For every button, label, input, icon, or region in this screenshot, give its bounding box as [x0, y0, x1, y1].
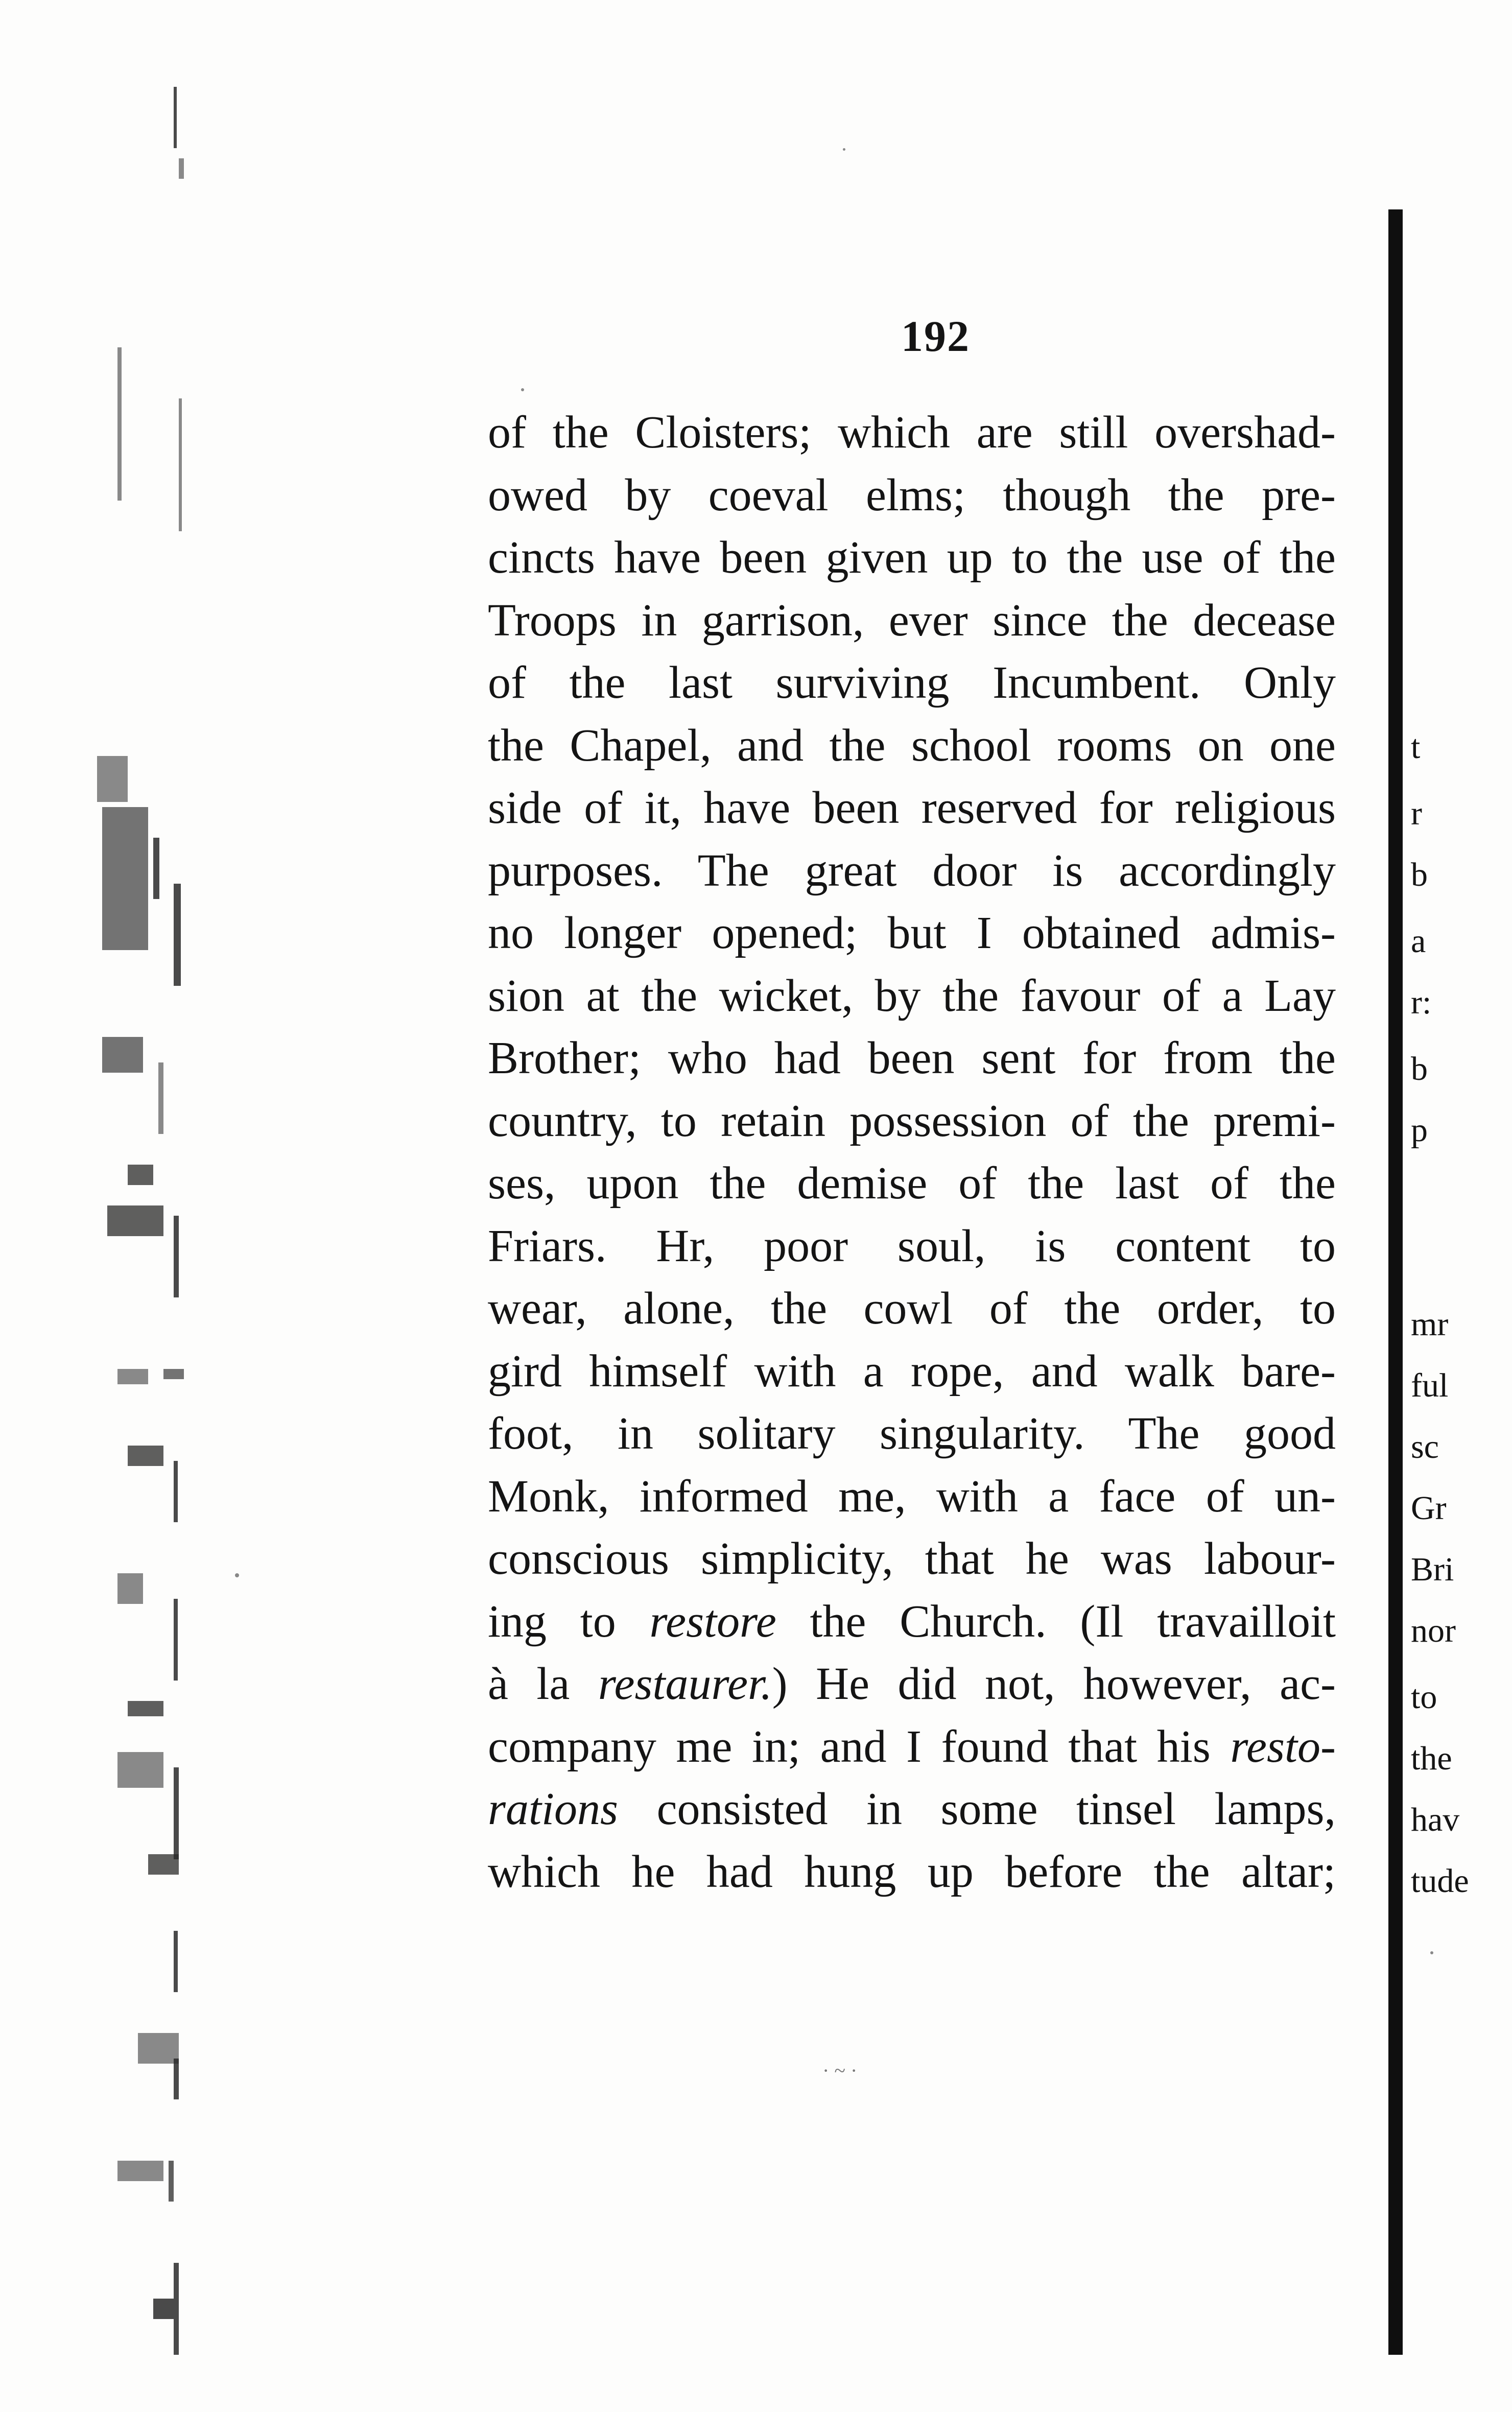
text-line [488, 1778, 1336, 1841]
gutter-mark [163, 1369, 184, 1379]
gutter-mark [117, 1573, 143, 1604]
gutter-mark [117, 347, 122, 501]
text-run: wear, alone, the cowl of the order, to [488, 1283, 1336, 1334]
text-run: country, to retain possession of the premi- [488, 1095, 1336, 1146]
binding-gutter [97, 41, 250, 2391]
gutter-mark [174, 1767, 179, 1859]
text-line [488, 1716, 1336, 1779]
gutter-mark [153, 838, 159, 899]
gutter-mark [179, 158, 184, 179]
edge-fragment: b [1411, 856, 1428, 893]
text-run: ses, upon the demise of the last of the [488, 1158, 1336, 1209]
text-line [488, 1027, 1336, 1090]
edge-fragment: p [1411, 1112, 1428, 1149]
edge-fragment: hav [1411, 1801, 1460, 1838]
text-line [488, 1841, 1336, 1904]
text-run: of the Cloisters; which are still overshad- [488, 407, 1336, 458]
edge-fragment: r: [1411, 984, 1432, 1021]
text-run: cincts have been given up to the use of the [488, 532, 1336, 583]
text-line [488, 1278, 1336, 1340]
text-line [488, 1090, 1336, 1153]
gutter-mark [117, 1752, 163, 1788]
dust-speck [235, 1573, 239, 1577]
gutter-mark [128, 1701, 163, 1716]
text-run: no longer opened; but I obtained admis- [488, 908, 1336, 958]
gutter-mark [174, 1599, 178, 1681]
text-line [488, 1340, 1336, 1403]
text-line [488, 840, 1336, 903]
text-line [488, 902, 1336, 965]
text-line [488, 652, 1336, 715]
text-line [488, 777, 1336, 840]
text-line [488, 1152, 1336, 1215]
edge-fragment: nor [1411, 1612, 1456, 1649]
gutter-mark [174, 1931, 178, 1992]
text-run: conscious simplicity, that he was labour- [488, 1533, 1336, 1584]
text-run: purposes. The great door is accordingly [488, 845, 1336, 896]
text-run: à la [488, 1659, 598, 1709]
edge-fragment: Gr [1411, 1489, 1447, 1527]
text-run: ) He did not, however, ac- [772, 1659, 1336, 1709]
text-line [488, 1528, 1336, 1591]
edge-fragment: Bri [1411, 1551, 1454, 1588]
gutter-mark [174, 884, 181, 986]
gutter-mark [117, 2161, 163, 2181]
text-run: ing to [488, 1596, 650, 1647]
gutter-mark [174, 2059, 179, 2099]
dust-speck [843, 148, 845, 151]
text-run: Troops in garrison, ever since the decease [488, 595, 1336, 646]
edge-fragment: t [1411, 728, 1421, 766]
text-run: Brother; who had been sent for from the [488, 1033, 1336, 1083]
italic-run: restore [649, 1596, 776, 1647]
text-line [488, 401, 1336, 464]
text-line [488, 1653, 1336, 1716]
text-run: company me in; and I found that his [488, 1721, 1231, 1772]
gutter-mark [174, 1461, 178, 1522]
text-run: consisted in some tinsel lamps, [618, 1784, 1336, 1834]
text-line [488, 464, 1336, 527]
gutter-mark [153, 2299, 174, 2319]
gutter-mark [169, 2161, 174, 2202]
text-line [488, 1403, 1336, 1465]
edge-fragment: the [1411, 1740, 1452, 1777]
gutter-mark [138, 2033, 179, 2064]
text-run: side of it, have been reserved for religious [488, 783, 1336, 833]
text-run: the Church. (Il travailloit [776, 1596, 1336, 1647]
text-line [488, 965, 1336, 1028]
gutter-mark [128, 1446, 163, 1466]
dust-speck [521, 388, 524, 391]
text-run: sion at the wicket, by the favour of a Lay [488, 970, 1336, 1021]
text-line [488, 589, 1336, 652]
gutter-mark [97, 756, 128, 802]
italic-run: resto- [1230, 1721, 1336, 1772]
edge-fragment: ful [1411, 1367, 1449, 1404]
text-run: foot, in solitary singularity. The good [488, 1408, 1336, 1459]
text-run: Friars. Hr, poor soul, is content to [488, 1220, 1336, 1271]
text-run: of the last surviving Incumbent. Only [488, 657, 1336, 708]
text-run: gird himself with a rope, and walk bare- [488, 1345, 1336, 1397]
gutter-mark [179, 398, 182, 531]
gutter-mark [102, 1037, 143, 1073]
gutter-mark [148, 1854, 179, 1875]
gutter-mark [174, 2263, 179, 2355]
edge-fragment: sc [1411, 1428, 1439, 1465]
text-line [488, 1591, 1336, 1653]
text-line [488, 715, 1336, 777]
italic-run: rations [488, 1784, 619, 1834]
next-page-edge [1388, 209, 1403, 2355]
dust-speck [1430, 1951, 1433, 1954]
edge-fragment: mr [1411, 1306, 1449, 1343]
gutter-mark [128, 1165, 153, 1185]
italic-run: restaurer. [598, 1659, 772, 1709]
text-run: which he had hung up before the altar; [488, 1846, 1336, 1897]
gutter-mark [158, 1062, 163, 1134]
edge-fragment: to [1411, 1678, 1437, 1716]
gutter-mark [107, 1205, 163, 1236]
text-line [488, 1215, 1336, 1278]
text-run: owed by coeval elms; though the pre- [488, 469, 1336, 521]
text-run: Monk, informed me, with a face of un- [488, 1471, 1336, 1522]
text-line [488, 527, 1336, 589]
gutter-mark [102, 807, 148, 950]
edge-fragment: a [1411, 923, 1426, 960]
gutter-mark [174, 87, 177, 148]
page-number: 192 [901, 312, 970, 361]
text-line [488, 1465, 1336, 1528]
ink-smudge: · ~ · [822, 2059, 858, 2082]
edge-fragment: r [1411, 795, 1422, 832]
body-text [488, 401, 1336, 1903]
gutter-mark [117, 1369, 148, 1384]
edge-fragment: b [1411, 1050, 1428, 1087]
gutter-mark [174, 1216, 179, 1297]
text-run: the Chapel, and the school rooms on one [488, 720, 1336, 771]
edge-fragment: tude [1411, 1862, 1469, 1900]
